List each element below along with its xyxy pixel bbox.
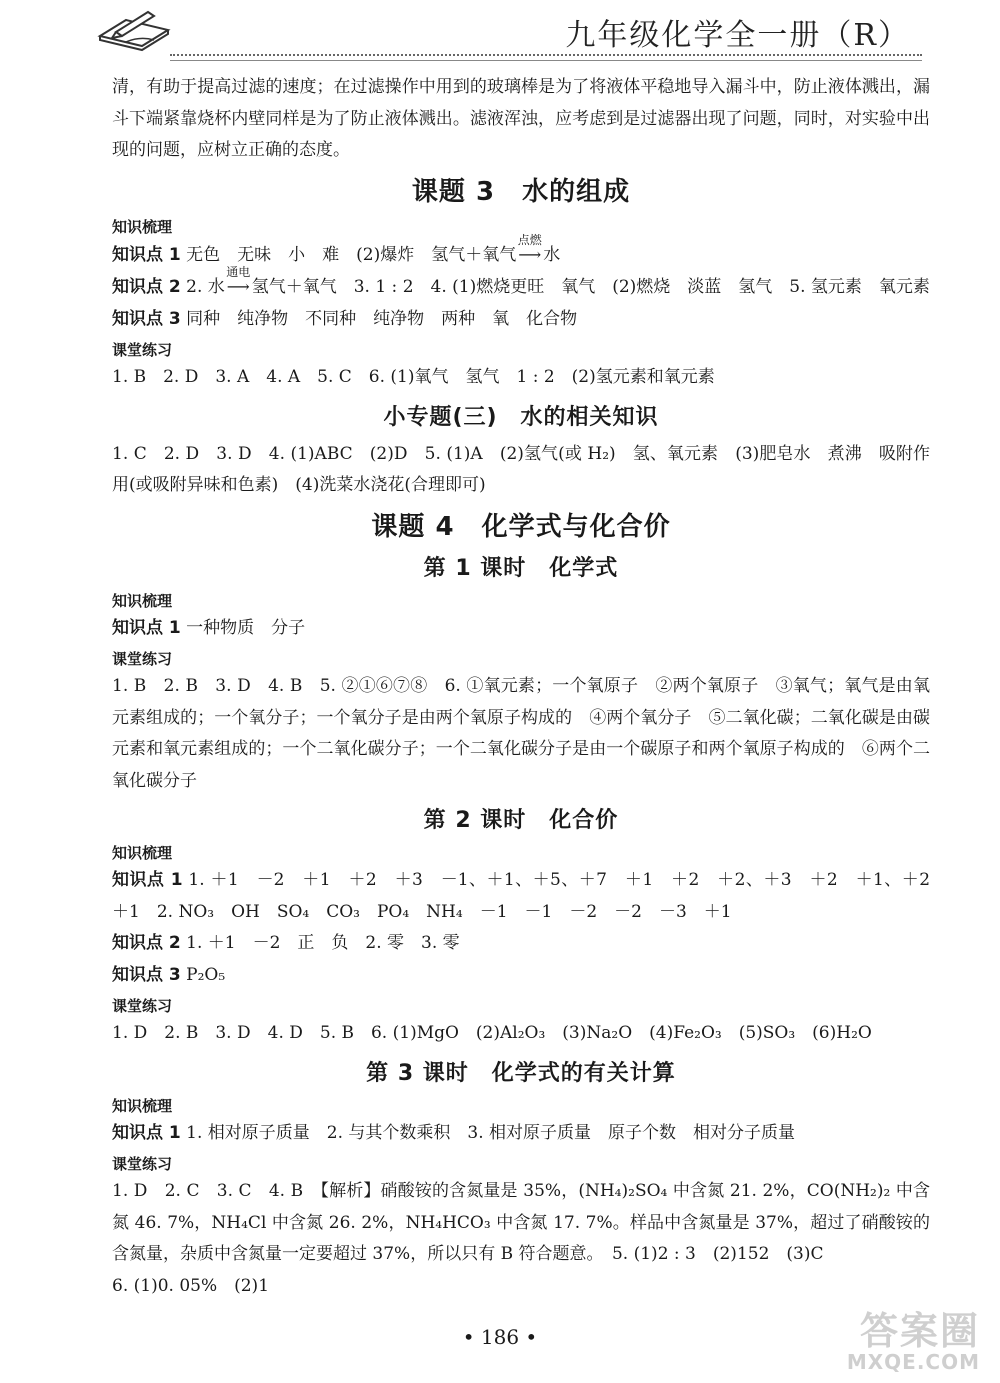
lesson3-knowledge-heading: 知识梳理 <box>112 1096 173 1115</box>
arrow-icon: ⟶ <box>226 277 250 296</box>
kp-text: 2. 水 <box>186 277 225 297</box>
reaction-condition: 通电 <box>226 265 251 279</box>
topic3-practice: 1. B 2. D 3. A 4. A 5. C 6. (1)氧气 氢气 1 : 2 (2)氢元素和氧元素 <box>112 367 715 387</box>
reaction-arrow <box>225 265 252 304</box>
watermark-text: 答案圈 <box>859 1309 980 1353</box>
topic3-title: 课题 3 水的组成 <box>411 176 631 207</box>
lesson2-title: 第 2 课时 化合价 <box>423 808 619 833</box>
lesson1-practice-heading: 课堂练习 <box>112 650 173 668</box>
lesson1-title: 第 1 课时 化学式 <box>423 555 619 581</box>
lesson2-practice: 1. D 2. B 3. D 4. D 5. B 6. (1)MgO (2)Al₂O₃ (3)Na₂O (4)Fe₂O₃ (5)SO₃ (6)H₂O <box>112 1023 872 1043</box>
kp-label: 知识点 1 <box>112 244 181 265</box>
pen-book-logo-icon <box>96 6 176 52</box>
page-number: • 186 • <box>462 1325 538 1349</box>
topic3-practice-heading: 课堂练习 <box>112 341 173 359</box>
kp-text: 同种 纯净物 不同种 纯净物 两种 氧 化合物 <box>186 308 578 329</box>
intro-paragraph: 清，有助于提高过滤的速度；在过滤操作中用到的玻璃棒是为了将液体平稳地导入漏斗中，防止液体溅出，漏斗下端紧靠烧杯内壁同样是为了防止液体溅出。滤液浑浊，应考虑到是过滤器出现了问题，同时，对实验中出现的问题，应树立正确的态度。 <box>112 77 930 160</box>
kp-label: 知识点 1 <box>112 870 183 890</box>
kp-text: 1. 相对原子质量 2. 与其个数乘积 3. 相对原子质量 原子个数 相对分子质量 <box>186 1122 796 1143</box>
kp-label: 知识点 2 <box>112 933 181 953</box>
topic4-title: 课题 4 化学式与化合价 <box>371 511 671 542</box>
kp-label: 知识点 2 <box>112 277 181 297</box>
reaction-condition: 点燃 <box>517 232 542 247</box>
lesson3-practice: 1. D 2. C 3. C 4. B 【解析】硝酸铵的含氮量是 35%，(NH₄)₂SO₄ 中含氮 21. 2%，CO(NH₂)₂ 中含氮 46. 7%，NH₄Cl 中含氮 26. 2%，NH₄HCO₃ 中含氮 17. 7%。样品中含氮量是 37%，超过了硝酸铵的含氮量，杂质中含氮量一定要超过 37%，所以只有 B 符合题意。 5. (1)2 : 3 (2)152 (3)C <box>112 1181 930 1264</box>
kp-text-tail: 水 <box>543 244 561 265</box>
watermark-url: MXQE.COM <box>846 1350 980 1374</box>
answer-content <box>112 72 948 1302</box>
topic3-kp3 <box>112 304 930 336</box>
special3-answers: 1. C 2. D 3. D 4. (1)ABC (2)D 5. (1)A (2)氢气(或 H₂) 氢、氧元素 (3)肥皂水 煮沸 吸附作用(或吸附异味和色素) (4)洗菜水浇花(合理即可) <box>112 443 930 495</box>
lesson1-kp1 <box>112 613 930 645</box>
topic3-kp2 <box>112 265 930 304</box>
kp-text-tail: 氢气＋氧气 3. 1 : 2 4. (1)燃烧更旺 氧气 (2)燃烧 淡蓝 氢气 5. 氢元素 氧元素 <box>251 277 930 297</box>
kp-text: P₂O₅ <box>186 964 226 985</box>
kp-text: 一种物质 分子 <box>186 617 306 638</box>
lesson2-kp1 <box>112 865 948 928</box>
header-divider <box>170 54 922 56</box>
special3-title: 小专题(三) 水的相关知识 <box>383 404 659 430</box>
kp-text: 1. ＋1 －2 正 负 2. 零 3. 零 <box>186 933 460 953</box>
lesson2-practice-heading: 课堂练习 <box>112 997 173 1015</box>
watermark-logo <box>820 1300 980 1376</box>
lesson3-practice-q6: 6. (1)0. 05% (2)1 <box>112 1275 270 1296</box>
header-divider-line <box>170 60 922 61</box>
kp-label: 知识点 1 <box>112 617 181 638</box>
lesson2-kp2 <box>112 928 930 960</box>
lesson1-knowledge-heading: 知识梳理 <box>112 591 173 610</box>
lesson3-kp1 <box>112 1118 930 1150</box>
kp-label: 知识点 1 <box>112 1122 181 1143</box>
reaction-arrow <box>516 232 543 272</box>
lesson3-title: 第 3 课时 化学式的有关计算 <box>366 1060 676 1086</box>
lesson1-practice: 1. B 2. B 3. D 4. B 5. ②①⑥⑦⑧ 6. ①氧元素；一个氧原子 ②两个氧原子 ③氧气；氧气是由氧元素组成的；一个氧分子；一个氧分子是由两个氧原子构成的 ④两个氧分子 ⑤二氧化碳；二氧化碳是由碳元素和氧元素组成的；一个二氧化碳分子；一个二氧化碳分子是由一个碳原子和两个氧原子构成的 ⑥两个二氧化碳分子 <box>112 676 930 791</box>
lesson3-practice-heading: 课堂练习 <box>112 1155 173 1173</box>
lesson2-kp3 <box>112 960 930 992</box>
kp-text: 1. ＋1 －2 ＋1 ＋2 ＋3 －1、＋1、＋5、＋7 ＋1 ＋2 ＋2、＋3 ＋2 ＋1、＋2 ＋1 2. NO₃ OH SO₄ CO₃ PO₄ NH₄ －1 －1 －2 －2 －3 ＋1 <box>112 870 948 922</box>
kp-label: 知识点 3 <box>112 308 181 329</box>
kp-label: 知识点 3 <box>112 964 181 985</box>
lesson2-knowledge-heading: 知识梳理 <box>112 844 173 862</box>
arrow-icon: ⟶ <box>518 244 542 264</box>
kp-text: 无色 无味 小 难 (2)爆炸 氢气＋氧气 <box>186 244 517 265</box>
topic3-knowledge-heading: 知识梳理 <box>112 217 173 236</box>
book-title: 九年级化学全一册（R） <box>565 18 910 53</box>
page-header <box>0 0 1000 70</box>
